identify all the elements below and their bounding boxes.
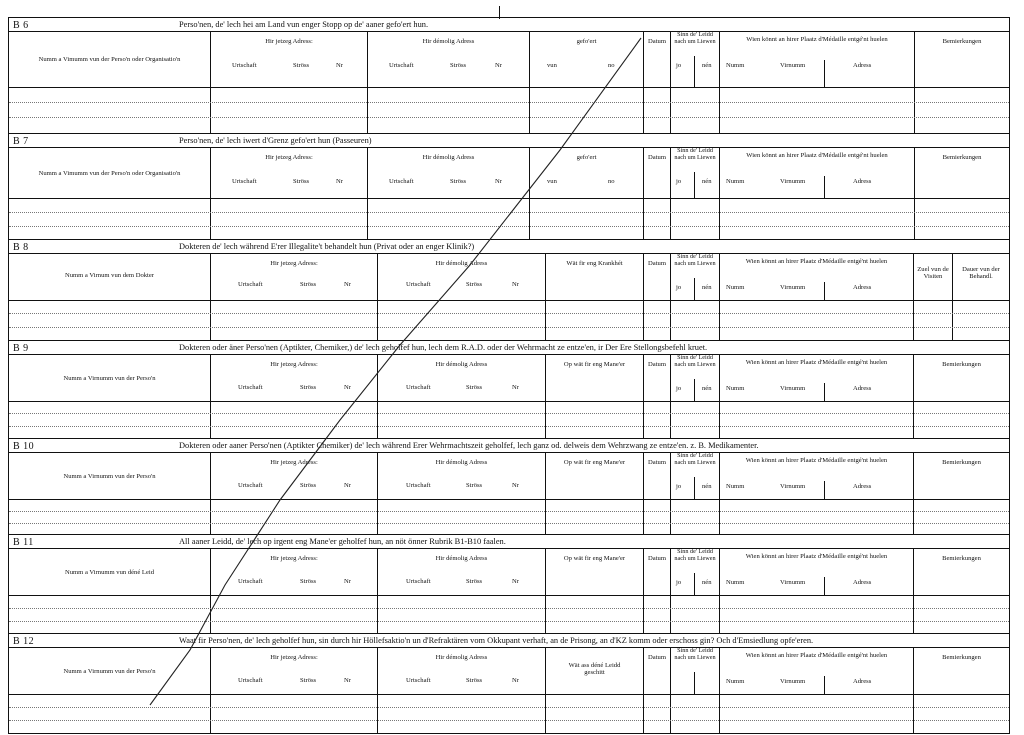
label-numm: Numm [726,483,745,490]
label-krankhet: Wät fir eng Krankhét [566,260,623,267]
label-nen: nén [702,483,712,490]
label-nen: nén [702,62,712,69]
label-nen: nén [702,284,712,291]
label-stross: Ströss [300,281,317,288]
label-nen: nén [702,385,712,392]
label-name: Numm a Virnum vun dem Dokter [64,272,155,279]
section-code: B 8 [13,242,29,253]
label-former-address: Hir démolig Adress [435,459,488,466]
section-code: B 12 [13,636,35,647]
section-title: Waat fir Perso'nen, de' lech geholfef hun, sin durch hir Höllefsaktio'n un d'Refraktären vom Okkupant verhaft, an de Prisong, an d'KZ komm oder erschoss gin? Och d'Emsiedlung opfe'eren. [179,636,814,645]
label-former-address: Hir démolig Adress [435,555,488,562]
section-code: B 6 [13,20,29,31]
label-numm: Numm [726,284,745,291]
label-stross: Ströss [293,178,310,185]
label-nr: Nr [336,62,343,69]
label-adress: Adress [853,178,872,185]
label-urtschaft: Urtschaft [389,178,414,185]
section-code: B 11 [13,537,34,548]
label-nen: nén [702,178,712,185]
label-adress: Adress [853,284,872,291]
section-code: B 9 [13,343,29,354]
section-title: Dokteren oder äner Perso'nen (Aptikter, Chemiker,) de' lech geholfef hun, lech dem R.A.D. oder der Wehrmacht ze entze'en, ir Der Ere Stellongsbefehl kruet. [179,343,708,352]
label-nr: Nr [344,578,351,585]
label-current-address: Hir jetzeg Adress: [270,361,318,368]
label-virnumm: Virnumm [780,579,806,586]
label-medal: Wien könnt an hirer Plaatz d'Médaille entgé'nt huelen [745,258,888,265]
label-sinn-leid: Sinn de' Leidd nach um Liewen [674,548,716,562]
label-bemierkungen: Bemierkungen [942,38,982,45]
label-mane-er: Op wät fir eng Mane'er [563,459,626,466]
label-sinn-leid: Sinn de' Leidd nach um Liewen [674,452,716,466]
label-virnumm: Virnumm [780,284,806,291]
label-urtschaft: Urtschaft [238,677,263,684]
label-jo: jo [676,178,682,185]
label-bemierkungen: Bemierkungen [942,361,981,368]
label-medal: Wien könnt an hirer Plaatz d'Médaille entgé'nt huelen [745,652,888,659]
label-adress: Adress [853,678,872,685]
label-nr: Nr [495,178,502,185]
label-datum: Datum [648,555,666,562]
label-nr: Nr [336,178,343,185]
label-adress: Adress [853,62,872,69]
label-virnumm: Virnumm [780,678,806,685]
label-former-address: Hir démolig Adress [435,654,488,661]
label-jo: jo [676,483,682,490]
label-current-address: Hir jetzeg Adress: [265,38,313,45]
label-bemierkungen: Bemierkungen [942,654,981,661]
label-jo: jo [676,579,682,586]
label-sinn-leid: Sinn de' Leidd nach um Liewen [674,354,716,368]
label-former-address: Hir démolig Adress [435,260,488,267]
label-stross: Ströss [466,281,483,288]
label-vun: vun [547,62,557,69]
section-title: Dokteren de' lech während E'rer Illegalite't behandelt hun (Privat oder an enger Klinik?) [179,242,475,251]
label-adress: Adress [853,385,872,392]
label-datum: Datum [648,459,666,466]
label-nr: Nr [495,62,502,69]
label-medal: Wien könnt an hirer Plaatz d'Médaille entgé'nt huelen [745,457,888,464]
section-code: B 10 [13,441,35,452]
label-medal: Wien könnt an hirer Plaatz d'Médaille entgé'nt huelen [745,359,888,366]
label-nr: Nr [344,281,351,288]
label-stross: Ströss [466,482,483,489]
label-sinn-leid: Sinn de' Leidd nach um Liewen [674,253,716,267]
label-leidd-geschitt: Wät ass déné Leidd geschitt [568,662,621,677]
label-vun: vun [547,178,557,185]
label-numm: Numm [726,579,745,586]
label-dauer-behandl: Dauer vun der Behandl. [962,266,1000,281]
label-no: no [608,178,615,185]
label-jo: jo [676,62,682,69]
label-urtschaft: Urtschaft [406,677,431,684]
label-numm: Numm [726,678,745,685]
label-numm: Numm [726,385,745,392]
label-datum: Datum [648,260,666,267]
section-title: All aaner Leidd, de' lech op irgent eng Mane'er geholfef hun, an nöt önner Rubrik B1-B10 faalen. [179,537,506,546]
label-no: no [608,62,615,69]
label-virnumm: Virnumm [780,62,806,69]
label-stross: Ströss [300,384,317,391]
label-numm: Numm [726,62,745,69]
label-former-address: Hir démolig Adress [422,38,475,45]
label-nr: Nr [512,482,519,489]
label-stross: Ströss [466,384,483,391]
label-nr: Nr [512,578,519,585]
label-sinn-leid: Sinn de' Leidd nach um Liewen [674,147,716,161]
label-stross: Ströss [300,578,317,585]
label-virnumm: Virnumm [780,178,806,185]
label-urtschaft: Urtschaft [389,62,414,69]
label-virnumm: Virnumm [780,483,806,490]
label-urtschaft: Urtschaft [406,482,431,489]
label-stross: Ströss [466,578,483,585]
label-urtschaft: Urtschaft [406,578,431,585]
label-urtschaft: Urtschaft [232,62,257,69]
label-gefoert: gefo'ert [576,154,597,161]
label-bemierkungen: Bemierkungen [942,154,982,161]
label-medal: Wien könnt an hirer Plaatz d'Médaille entgé'nt huelen [746,36,888,43]
label-urtschaft: Urtschaft [238,281,263,288]
label-gefoert: gefo'ert [576,38,597,45]
label-name: Numm a Virnumm vun déné Leid [64,569,155,576]
label-datum: Datum [648,154,666,161]
label-stross: Ströss [466,677,483,684]
label-zuel-visiten: Zuel vun de Visiten [917,266,949,281]
label-nr: Nr [344,482,351,489]
label-stross: Ströss [450,62,467,69]
label-urtschaft: Urtschaft [232,178,257,185]
label-urtschaft: Urtschaft [238,578,263,585]
label-numm: Numm [726,178,745,185]
label-name: Numm a Vimumm vun der Perso'n oder Organisatio'n [38,170,181,177]
label-nr: Nr [344,384,351,391]
label-current-address: Hir jetzeg Adress: [270,260,318,267]
label-urtschaft: Urtschaft [406,384,431,391]
section-code: B 7 [13,136,29,147]
label-urtschaft: Urtschaft [406,281,431,288]
label-former-address: Hir démolig Adress [435,361,488,368]
label-datum: Datum [648,654,666,661]
label-nen: nén [702,579,712,586]
label-stross: Ströss [300,482,317,489]
section-title: Perso'nen, de' lech iwert d'Grenz gefo'ert hun (Passeuren) [179,136,372,145]
label-stross: Ströss [300,677,317,684]
label-stross: Ströss [293,62,310,69]
label-adress: Adress [853,483,872,490]
label-bemierkungen: Bemierkungen [942,459,981,466]
label-current-address: Hir jetzeg Adress: [265,154,313,161]
label-jo: jo [676,385,682,392]
label-current-address: Hir jetzeg Adress: [270,654,318,661]
label-name: Numm a Vimumm vun der Perso'n oder Organisatio'n [38,56,181,63]
label-nr: Nr [512,677,519,684]
label-current-address: Hir jetzeg Adress: [270,459,318,466]
label-nr: Nr [344,677,351,684]
label-mane-er: Op wät fir eng Mane'er [563,361,626,368]
label-nr: Nr [512,384,519,391]
label-name: Numm a Virnumm vun der Perso'n [63,473,156,480]
strike-path [150,38,641,705]
label-medal: Wien könnt an hirer Plaatz d'Médaille entgé'nt huelen [745,553,888,560]
label-medal: Wien könnt an hirer Plaatz d'Médaille entgé'nt huelen [746,152,888,159]
label-name: Numm a Virnumm vun der Perso'n [63,668,156,675]
label-former-address: Hir démolig Adress [422,154,475,161]
label-datum: Datum [648,361,666,368]
label-datum: Datum [648,38,666,45]
label-sinn-leid: Sinn de' Leidd nach um Liewen [674,31,716,45]
label-bemierkungen: Bemierkungen [942,555,981,562]
label-current-address: Hir jetzeg Adress: [270,555,318,562]
label-adress: Adress [853,579,872,586]
label-name: Numm a Virnumm vun der Perso'n [63,375,156,382]
label-sinn-leid: Sinn de' Leidd nach um Liewen [674,647,716,661]
label-virnumm: Virnumm [780,385,806,392]
label-nr: Nr [512,281,519,288]
section-title: Perso'nen, de' lech hei am Land vun enger Stopp op de' aaner gefo'ert hun. [179,20,429,29]
label-urtschaft: Urtschaft [238,384,263,391]
section-title: Dokteren oder aaner Perso'nen (Aptikter Chemiker) de' lech während Erer Wehrmachtszeit geholfef, lech ganz od. delweis dem Wehrzwang ze entze'en. z. B. Medikamenter. [179,441,759,450]
label-stross: Ströss [450,178,467,185]
label-jo: jo [676,284,682,291]
label-mane-er: Op wät fir eng Mane'er [563,555,626,562]
label-urtschaft: Urtschaft [238,482,263,489]
